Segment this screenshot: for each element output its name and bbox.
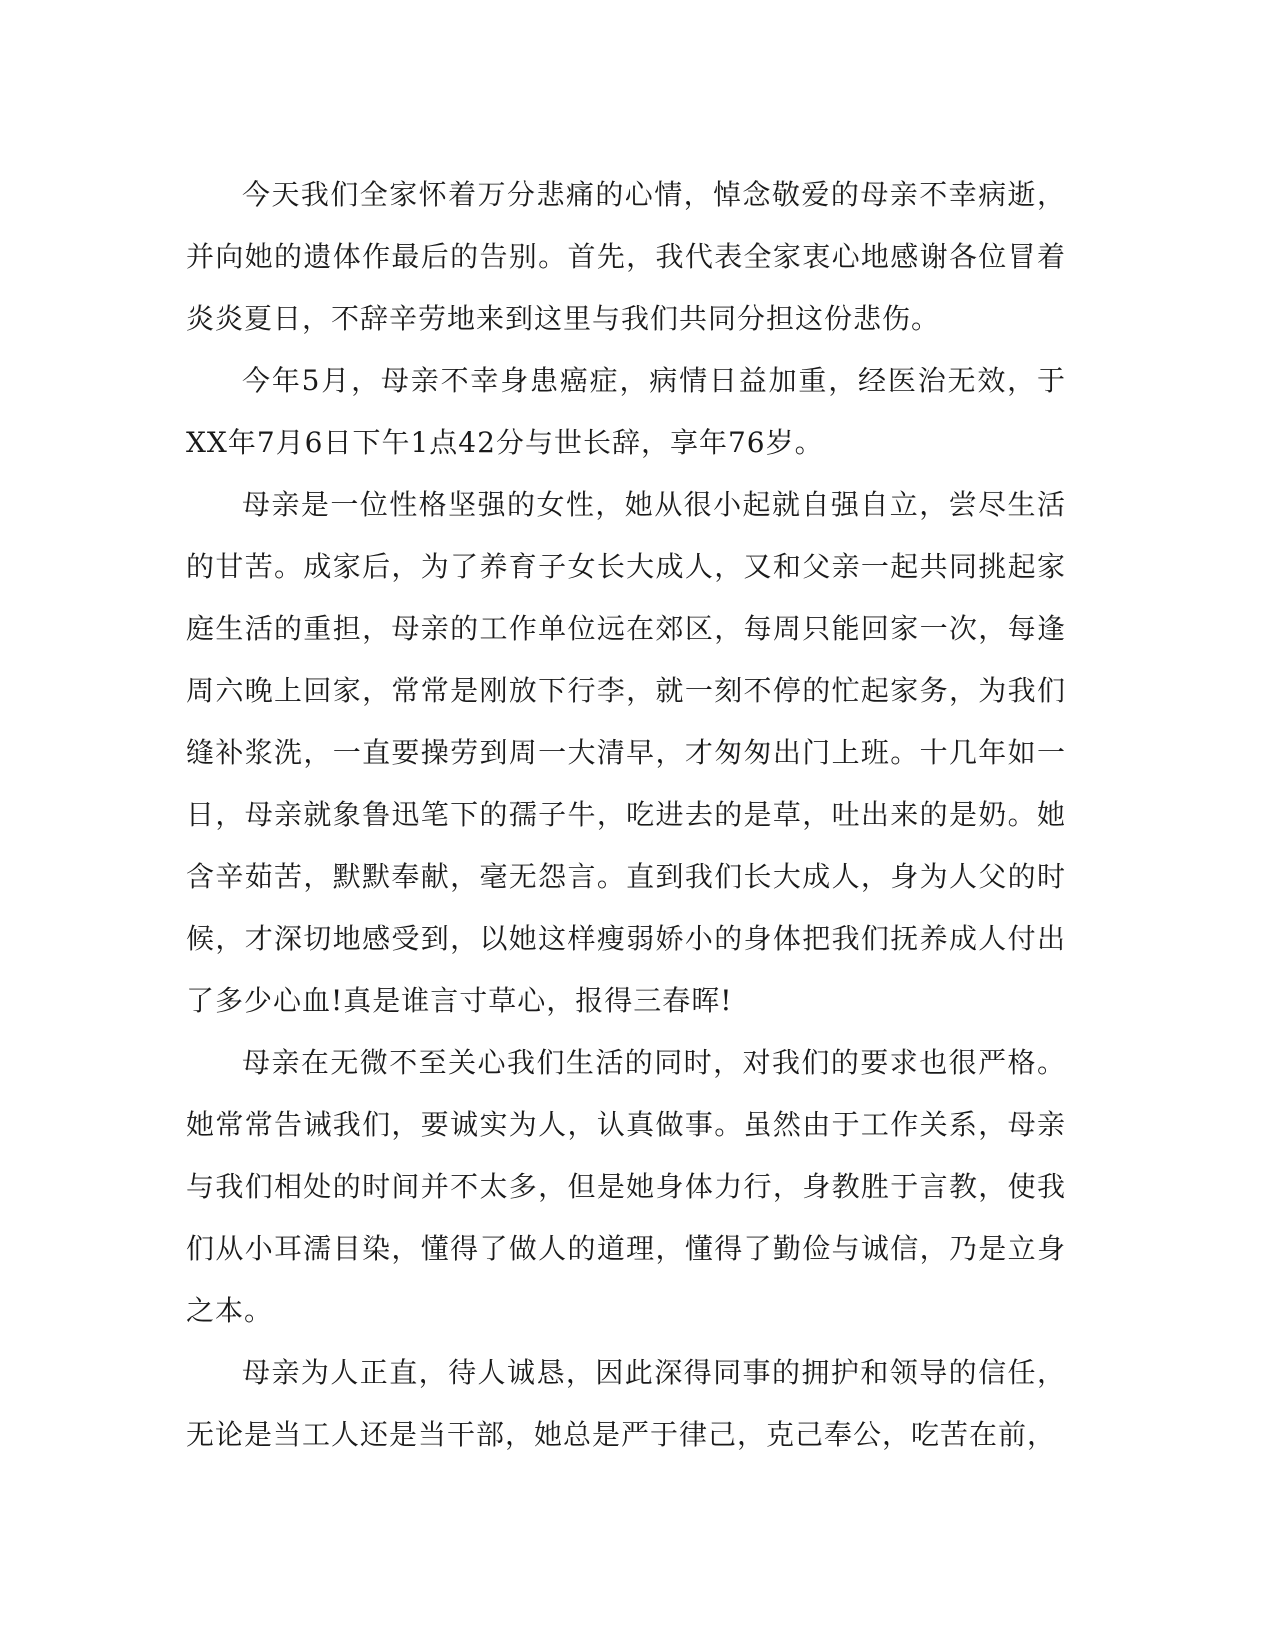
paragraph-4: 母亲在无微不至关心我们生活的同时，对我们的要求也很严格。她常常告诫我们，要诚实为人，认真做事。虽然由于工作关系，母亲与我们相处的时间并不太多，但是她身体力行，身教胜于言教，使我们从小耳濡目染，懂得了做人的道理，懂得了勤俭与诚信，乃是立身之本。 (186, 1046, 1066, 1327)
paragraph-1: 今天我们全家怀着万分悲痛的心情，悼念敬爱的母亲不幸病逝，并向她的遗体作最后的告别。首先，我代表全家衷心地感谢各位冒着炎炎夏日，不辞辛劳地来到这里与我们共同分担这份悲伤。 (186, 178, 1066, 335)
document-body (186, 164, 1066, 1466)
paragraph-5: 母亲为人正直，待人诚恳，因此深得同事的拥护和领导的信任，无论是当工人还是当干部，她总是严于律己，克己奉公，吃苦在前， (186, 1356, 1066, 1451)
paragraph-2: 今年5月，母亲不幸身患癌症，病情日益加重，经医治无效，于XX年7月6日下午1点42分与世长辞，享年76岁。 (186, 364, 1066, 459)
paragraph-3: 母亲是一位性格坚强的女性，她从很小起就自强自立，尝尽生活的甘苦。成家后，为了养育子女长大成人，又和父亲一起共同挑起家庭生活的重担，母亲的工作单位远在郊区，每周只能回家一次，每逢周六晚上回家，常常是刚放下行李，就一刻不停的忙起家务，为我们缝补浆洗，一直要操劳到周一大清早，才匆匆出门上班。十几年如一日，母亲就象鲁迅笔下的孺子牛，吃进去的是草，吐出来的是奶。她含辛茹苦，默默奉献，毫无怨言。直到我们长大成人，身为人父的时候，才深切地感受到，以她这样瘦弱娇小的身体把我们抚养成人付出了多少心血!真是谁言寸草心，报得三春晖! (186, 488, 1066, 1017)
